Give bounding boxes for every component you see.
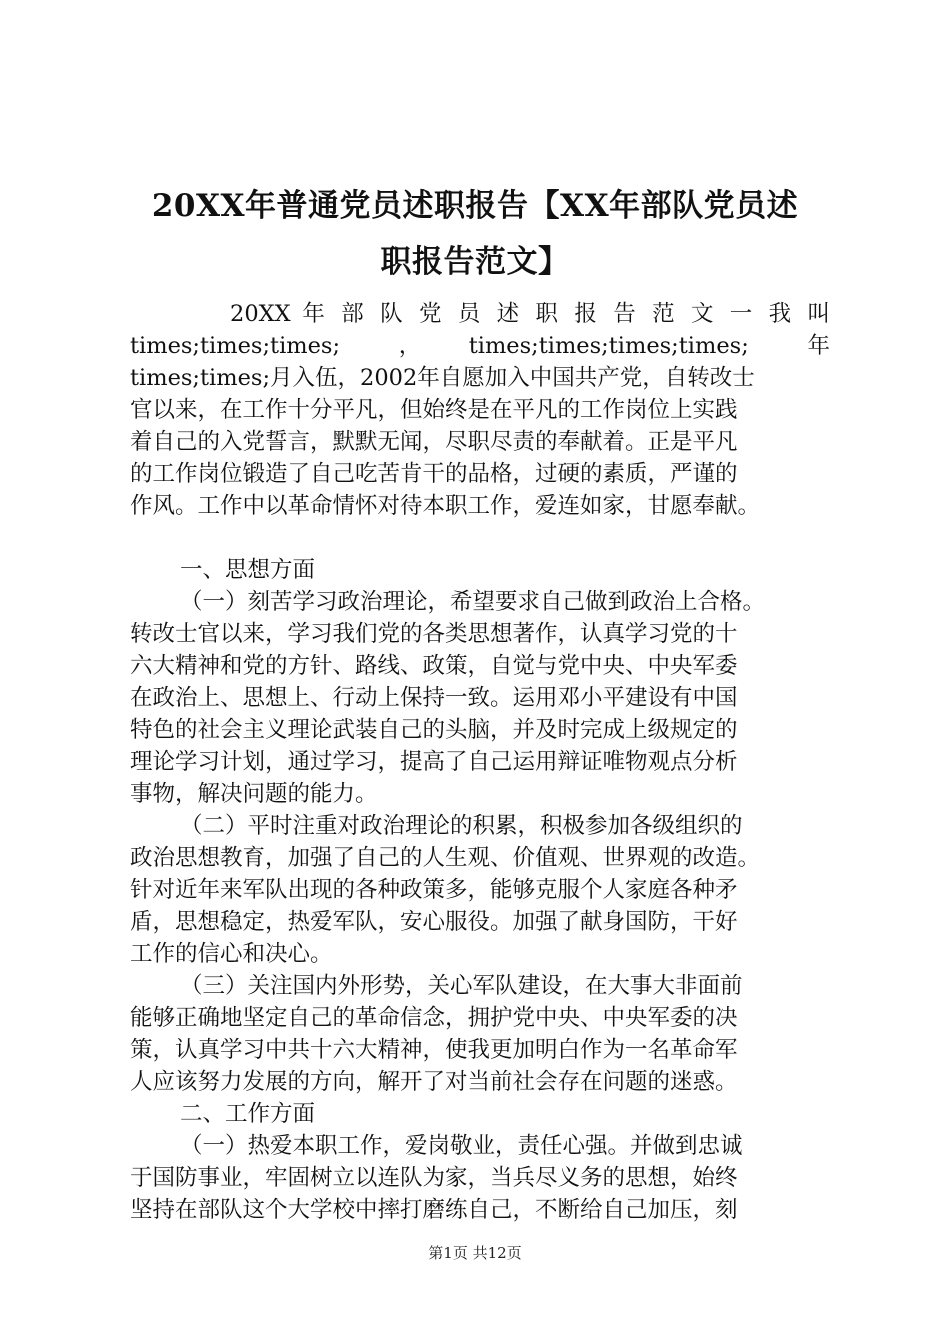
section-heading: 一、思想方面 (180, 557, 316, 583)
document-body (130, 298, 830, 1226)
body-line: 策，认真学习中共十六大精神，使我更加明白作为一名革命军 (130, 1037, 738, 1063)
body-line: 事物，解决问题的能力。 (130, 781, 378, 807)
body-line: times;times;times; ， times;times;times;times; 年 (130, 333, 830, 359)
section-heading: 二、工作方面 (180, 1101, 316, 1127)
body-line: 盾，思想稳定，热爱军队，安心服役。加强了献身国防，干好 (130, 909, 738, 935)
body-line: （一）刻苦学习政治理论，希望要求自己做到政治上合格。 (180, 589, 766, 615)
title-line-2: 职报告范文】 (380, 244, 570, 280)
blank-line (130, 522, 830, 554)
body-line: 坚持在部队这个大学校中摔打磨练自己，不断给自己加压，刻 (130, 1197, 738, 1223)
body-line: （一）热爱本职工作，爱岗敬业，责任心强。并做到忠诚 (180, 1133, 743, 1159)
body-line: 针对近年来军队出现的各种政策多，能够克服个人家庭各种矛 (130, 877, 738, 903)
page-footer: 第1页 共12页 (428, 1244, 522, 1262)
body-line: 的工作岗位锻造了自己吃苦肯干的品格，过硬的素质，严谨的 (130, 461, 738, 487)
body-line: 20XX 年 部 队 党 员 述 职 报 告 范 文 一 我 叫 (230, 301, 830, 327)
body-line: 六大精神和党的方针、路线、政策，自觉与党中央、中央军委 (130, 653, 738, 679)
title-line-1: 20XX年普通党员述职报告【XX年部队党员述 (151, 188, 799, 224)
body-line: 特色的社会主义理论武装自己的头脑，并及时完成上级规定的 (130, 717, 738, 743)
body-line: 理论学习计划，通过学习，提高了自己运用辩证唯物观点分析 (130, 749, 738, 775)
body-line: 能够正确地坚定自己的革命信念，拥护党中央、中央军委的决 (130, 1005, 738, 1031)
body-line: 政治思想教育，加强了自己的人生观、价值观、世界观的改造。 (130, 845, 761, 871)
body-line: （二）平时注重对政治理论的积累，积极参加各级组织的 (180, 813, 743, 839)
body-line: 作风。工作中以革命情怀对待本职工作，爱连如家，甘愿奉献。 (130, 493, 761, 519)
body-line: 在政治上、思想上、行动上保持一致。运用邓小平建设有中国 (130, 685, 738, 711)
body-line: 于国防事业，牢固树立以连队为家，当兵尽义务的思想，始终 (130, 1165, 738, 1191)
document-title (120, 178, 830, 290)
body-line: 转改士官以来，学习我们党的各类思想著作，认真学习党的十 (130, 621, 738, 647)
body-line: times;times;月入伍，2002年自愿加入中国共产党，自转改士 (130, 365, 755, 391)
body-line: 着自己的入党誓言，默默无闻，尽职尽责的奉献着。正是平凡 (130, 429, 738, 455)
body-line: （三）关注国内外形势，关心军队建设，在大事大非面前 (180, 973, 743, 999)
body-line: 官以来，在工作十分平凡，但始终是在平凡的工作岗位上实践 (130, 397, 738, 423)
body-line: 工作的信心和决心。 (130, 941, 333, 967)
body-line: 人应该努力发展的方向，解开了对当前社会存在问题的迷惑。 (130, 1069, 738, 1095)
